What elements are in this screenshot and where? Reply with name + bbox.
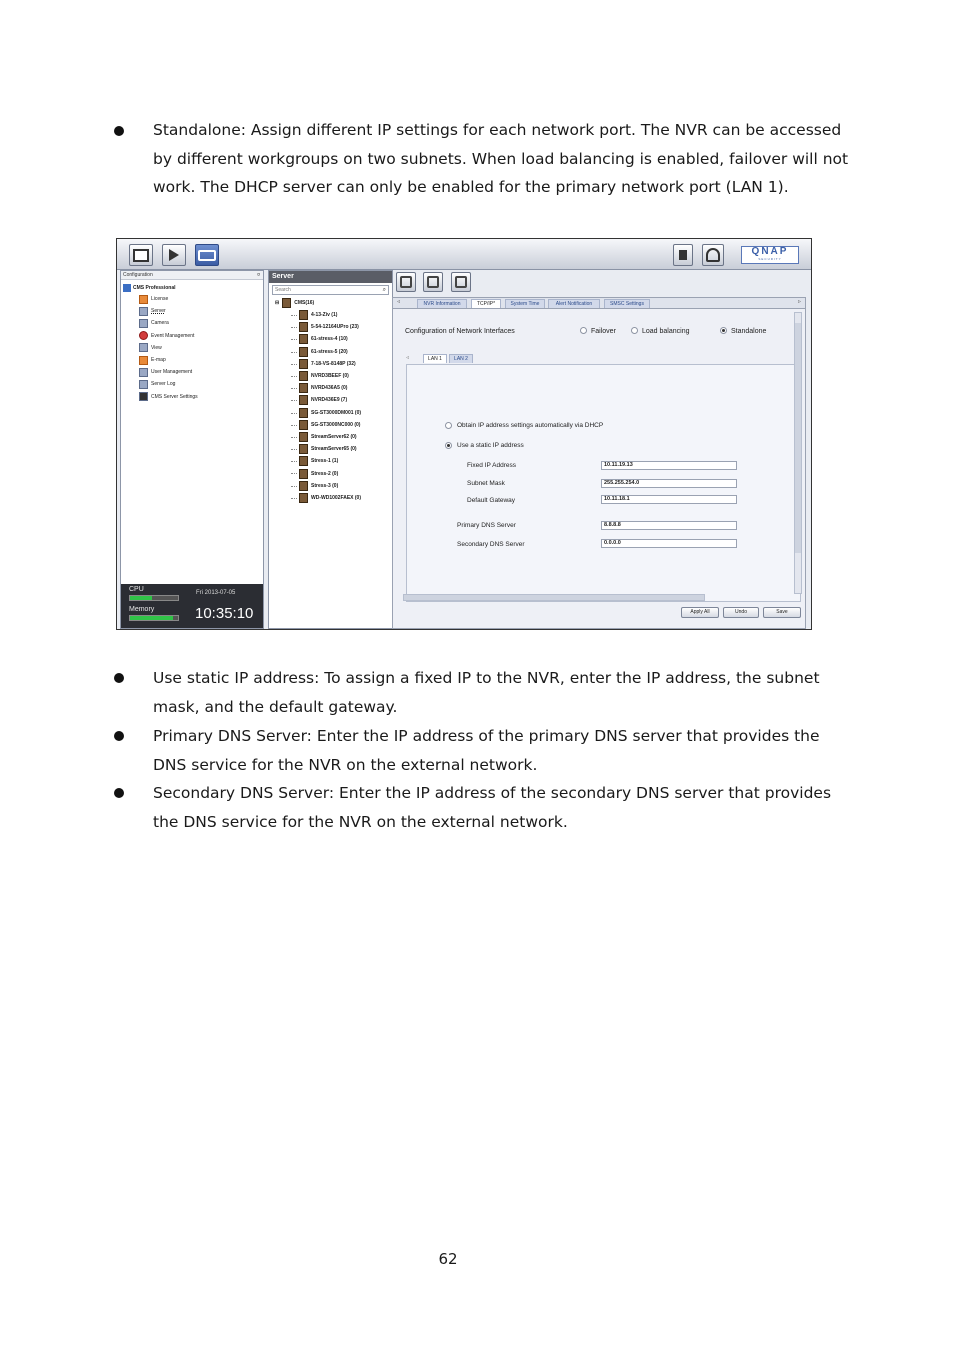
lan-settings-box bbox=[406, 364, 801, 602]
standalone-paragraph: Standalone: Assign different IP settings for each network port. The NVR can be accessed by different workgroups on two subnets. When load balancing is enabled, failover will not work. The DHCP server can only be enabled for the primary network port (LAN 1). bbox=[153, 121, 849, 197]
nvr-server-icon bbox=[299, 432, 308, 442]
server-label: StreamServer62 (0) bbox=[311, 433, 357, 440]
add-server-button[interactable] bbox=[396, 272, 416, 292]
emap-icon bbox=[139, 356, 148, 365]
server-tree-item[interactable] bbox=[269, 455, 392, 467]
server-tree-item[interactable] bbox=[269, 407, 392, 419]
memory-label: Memory bbox=[129, 606, 155, 613]
server-group-icon bbox=[282, 298, 291, 308]
server-label: 61-stress-4 (10) bbox=[311, 336, 348, 343]
main-toolbar bbox=[117, 239, 811, 270]
server-tree-item[interactable] bbox=[269, 346, 392, 358]
default-gateway-field[interactable]: 10.11.18.1 bbox=[601, 495, 737, 504]
bullet-dot bbox=[114, 731, 124, 741]
server-tree-item[interactable] bbox=[269, 480, 392, 492]
tab-alert-notification[interactable]: Alert Notification bbox=[548, 299, 600, 308]
nav-label: CMS Server Settings bbox=[151, 393, 198, 400]
nav-label: User Management bbox=[151, 369, 193, 376]
nav-label: License bbox=[151, 296, 169, 303]
apply-all-button[interactable]: Apply All bbox=[681, 607, 719, 618]
server-label: Stress-3 (0) bbox=[311, 482, 339, 489]
save-button[interactable]: Save bbox=[763, 607, 801, 618]
view-grid-icon bbox=[139, 343, 148, 352]
tree-root-cms[interactable] bbox=[121, 282, 263, 293]
server-label: NVRD436A5 (0) bbox=[311, 385, 348, 392]
server-label: Stress-1 (1) bbox=[311, 458, 339, 465]
fixed-ip-label: Fixed IP Address bbox=[467, 462, 517, 469]
tree-root-label: CMS Professional bbox=[133, 284, 176, 291]
server-tree-item[interactable] bbox=[269, 431, 392, 443]
failover-label: Failover bbox=[591, 328, 616, 335]
vertical-scrollbar[interactable] bbox=[794, 312, 802, 594]
server-tree-item[interactable] bbox=[269, 358, 392, 370]
horizontal-scrollbar[interactable] bbox=[403, 594, 705, 601]
nvr-server-icon bbox=[299, 408, 308, 418]
cms-icon bbox=[123, 284, 131, 292]
tab-scroll-left-icon[interactable]: ◃ bbox=[397, 299, 401, 305]
cpu-label: CPU bbox=[129, 586, 144, 593]
playback-button[interactable] bbox=[162, 244, 186, 266]
search-placeholder: Search bbox=[275, 287, 291, 293]
nvr-server-icon bbox=[299, 481, 308, 491]
server-tree-item[interactable] bbox=[269, 443, 392, 455]
tab-lan1[interactable]: LAN 1 bbox=[423, 354, 447, 363]
remove-icon bbox=[427, 276, 439, 288]
configuration-button[interactable] bbox=[195, 244, 219, 266]
primary-dns-paragraph: Primary DNS Server: Enter the IP address of the primary DNS server that provides the DNS service for the NVR on the external network. bbox=[153, 727, 820, 774]
nav-label: Server bbox=[151, 308, 166, 315]
server-list bbox=[269, 309, 392, 504]
nav-cms-server-settings[interactable] bbox=[121, 391, 263, 403]
nvr-server-icon bbox=[299, 347, 308, 357]
nvr-server-icon bbox=[299, 395, 308, 405]
server-tree-item[interactable] bbox=[269, 492, 392, 504]
search-icon[interactable]: ⌕ bbox=[382, 287, 386, 293]
undo-button[interactable]: Undo bbox=[723, 607, 759, 618]
tab-scroll-right-icon[interactable]: ▹ bbox=[797, 299, 801, 305]
server-label: SG-ST3000DM001 (0) bbox=[311, 409, 362, 416]
subnet-mask-field[interactable]: 255.255.254.0 bbox=[601, 479, 737, 488]
nav-emap[interactable] bbox=[121, 354, 263, 366]
server-label: NVRD436E9 (7) bbox=[311, 397, 348, 404]
edit-icon bbox=[455, 276, 467, 288]
static-ip-radio[interactable] bbox=[445, 442, 452, 449]
server-label: 61-stress-5 (20) bbox=[311, 348, 348, 355]
nvr-cms-screenshot bbox=[116, 238, 812, 630]
tab-smsc-settings[interactable]: SMSC Settings bbox=[604, 299, 650, 308]
secondary-dns-label: Secondary DNS Server bbox=[457, 541, 525, 548]
tree-root-label: CMS(16) bbox=[294, 300, 315, 306]
server-tree-item[interactable] bbox=[269, 321, 392, 333]
configuration-panel bbox=[120, 270, 264, 629]
page-number: 62 bbox=[438, 1250, 458, 1268]
nav-event-management[interactable] bbox=[121, 330, 263, 342]
configuration-title: Configuration bbox=[123, 272, 153, 278]
license-icon bbox=[139, 295, 148, 304]
tab-lan2[interactable]: LAN 2 bbox=[449, 354, 473, 363]
log-icon bbox=[139, 380, 148, 389]
logout-button[interactable] bbox=[702, 244, 724, 266]
nvr-server-icon bbox=[299, 310, 308, 320]
server-label: NVRD3BEEF (0) bbox=[311, 373, 349, 380]
secondary-dns-field[interactable]: 0.0.0.0 bbox=[601, 539, 737, 548]
nvr-server-icon bbox=[299, 493, 308, 503]
secondary-dns-paragraph: Secondary DNS Server: Enter the IP address of the secondary DNS server that provides the DNS service for the NVR on the external network. bbox=[153, 784, 832, 831]
monitor-button[interactable] bbox=[129, 244, 153, 266]
cpu-bar bbox=[129, 595, 179, 601]
server-label: 5-54-12164UPro (23) bbox=[311, 324, 359, 331]
server-tree-root[interactable] bbox=[269, 297, 392, 309]
server-tools-icon bbox=[139, 307, 148, 316]
nvr-server-icon bbox=[299, 444, 308, 454]
primary-dns-field[interactable]: 8.8.8.8 bbox=[601, 521, 737, 530]
user-logout-icon bbox=[706, 248, 720, 262]
dhcp-radio[interactable] bbox=[445, 422, 452, 429]
settings-icon bbox=[139, 392, 148, 401]
nvr-server-icon bbox=[299, 359, 308, 369]
standalone-radio[interactable] bbox=[720, 327, 727, 334]
configuration-icon bbox=[198, 250, 216, 261]
server-label: 4-13-Ziv (1) bbox=[311, 312, 338, 319]
subnet-mask-label: Subnet Mask bbox=[467, 480, 505, 487]
server-panel-title: Server bbox=[269, 271, 392, 283]
nav-user-management[interactable] bbox=[121, 366, 263, 378]
static-ip-paragraph: Use static IP address: To assign a fixed IP to the NVR, enter the IP address, the subnet mask, and the default gateway. bbox=[153, 669, 820, 716]
default-gateway-label: Default Gateway bbox=[467, 497, 516, 504]
logo-subtext: SECURITY bbox=[758, 257, 782, 261]
server-tree-item[interactable] bbox=[269, 309, 392, 321]
camera-icon bbox=[139, 319, 148, 328]
server-panel bbox=[268, 270, 393, 629]
memory-fill bbox=[130, 616, 173, 620]
load-balancing-label: Load balancing bbox=[642, 328, 690, 335]
nvr-server-icon bbox=[299, 456, 308, 466]
server-search-input[interactable] bbox=[272, 285, 389, 295]
monitor-icon bbox=[133, 249, 149, 262]
configuration-header bbox=[121, 271, 263, 280]
standalone-label: Standalone bbox=[731, 328, 767, 335]
nav-label: E-map bbox=[151, 357, 166, 364]
nav-camera[interactable] bbox=[121, 317, 263, 329]
vertical-scroll-thumb[interactable] bbox=[795, 323, 801, 553]
user-icon bbox=[139, 368, 148, 377]
system-status bbox=[121, 584, 263, 628]
nvr-server-icon bbox=[299, 469, 308, 479]
failover-radio[interactable] bbox=[580, 327, 587, 334]
nav-server[interactable] bbox=[121, 305, 263, 317]
nvr-server-icon bbox=[299, 371, 308, 381]
status-date: Fri 2013-07-05 bbox=[196, 590, 236, 596]
server-tree-item[interactable] bbox=[269, 333, 392, 345]
nav-label: Camera bbox=[151, 320, 169, 327]
remove-server-button[interactable] bbox=[423, 272, 443, 292]
server-tree-item[interactable] bbox=[269, 370, 392, 382]
primary-dns-label: Primary DNS Server bbox=[457, 522, 516, 529]
qnap-logo bbox=[741, 246, 799, 264]
nav-label: Server Log bbox=[151, 381, 176, 388]
nav-label: View bbox=[151, 344, 162, 351]
nav-view[interactable] bbox=[121, 342, 263, 354]
server-label: 7-18-VS-8148P (32) bbox=[311, 360, 356, 367]
static-ip-label: Use a static IP address bbox=[457, 442, 524, 449]
nvr-server-icon bbox=[299, 420, 308, 430]
nav-license[interactable] bbox=[121, 293, 263, 305]
load-balancing-radio[interactable] bbox=[631, 327, 638, 334]
bullet-dot bbox=[114, 126, 124, 136]
server-label: StreamServer65 (0) bbox=[311, 446, 357, 453]
server-label: SG-ST3000NC000 (0) bbox=[311, 421, 361, 428]
info-button[interactable] bbox=[673, 244, 693, 266]
lan-scroll-left-icon[interactable]: ◃ bbox=[406, 355, 410, 361]
nvr-server-icon bbox=[299, 322, 308, 332]
cpu-fill bbox=[130, 596, 152, 600]
nvr-server-icon bbox=[299, 383, 308, 393]
fixed-ip-field[interactable]: 10.11.19.13 bbox=[601, 461, 737, 470]
nav-server-log[interactable] bbox=[121, 378, 263, 390]
nav-label: Event Management bbox=[151, 332, 195, 339]
bullet-dot bbox=[114, 673, 124, 683]
server-tree-item[interactable] bbox=[269, 394, 392, 406]
status-time: 10:35:10 bbox=[195, 605, 254, 622]
server-label: Stress-2 (0) bbox=[311, 470, 339, 477]
edit-server-button[interactable] bbox=[451, 272, 471, 292]
logo-text: QNAP bbox=[751, 246, 789, 257]
settings-content bbox=[392, 297, 806, 629]
network-config-label: Configuration of Network Interfaces bbox=[405, 328, 515, 335]
event-icon bbox=[139, 331, 148, 340]
pin-icon[interactable]: ¤ bbox=[257, 272, 260, 278]
settings-tabs bbox=[393, 298, 805, 309]
server-tree-item[interactable] bbox=[269, 419, 392, 431]
add-icon bbox=[400, 276, 412, 288]
bullet-dot bbox=[114, 788, 124, 798]
tab-system-time[interactable]: System Time bbox=[505, 299, 545, 308]
nvr-server-icon bbox=[299, 334, 308, 344]
info-icon bbox=[679, 250, 687, 260]
dhcp-label: Obtain IP address settings automatically via DHCP bbox=[457, 422, 604, 429]
server-tree-item[interactable] bbox=[269, 467, 392, 479]
collapse-icon[interactable]: ⊟ bbox=[275, 300, 280, 306]
memory-bar bbox=[129, 615, 179, 621]
play-icon bbox=[169, 249, 179, 261]
server-label: WD-WD1002FAEX (0) bbox=[311, 494, 362, 501]
tab-tcpip[interactable]: TCP/IP* bbox=[471, 299, 501, 308]
server-tree-item[interactable] bbox=[269, 382, 392, 394]
tab-nvr-information[interactable]: NVR Information bbox=[417, 299, 467, 308]
